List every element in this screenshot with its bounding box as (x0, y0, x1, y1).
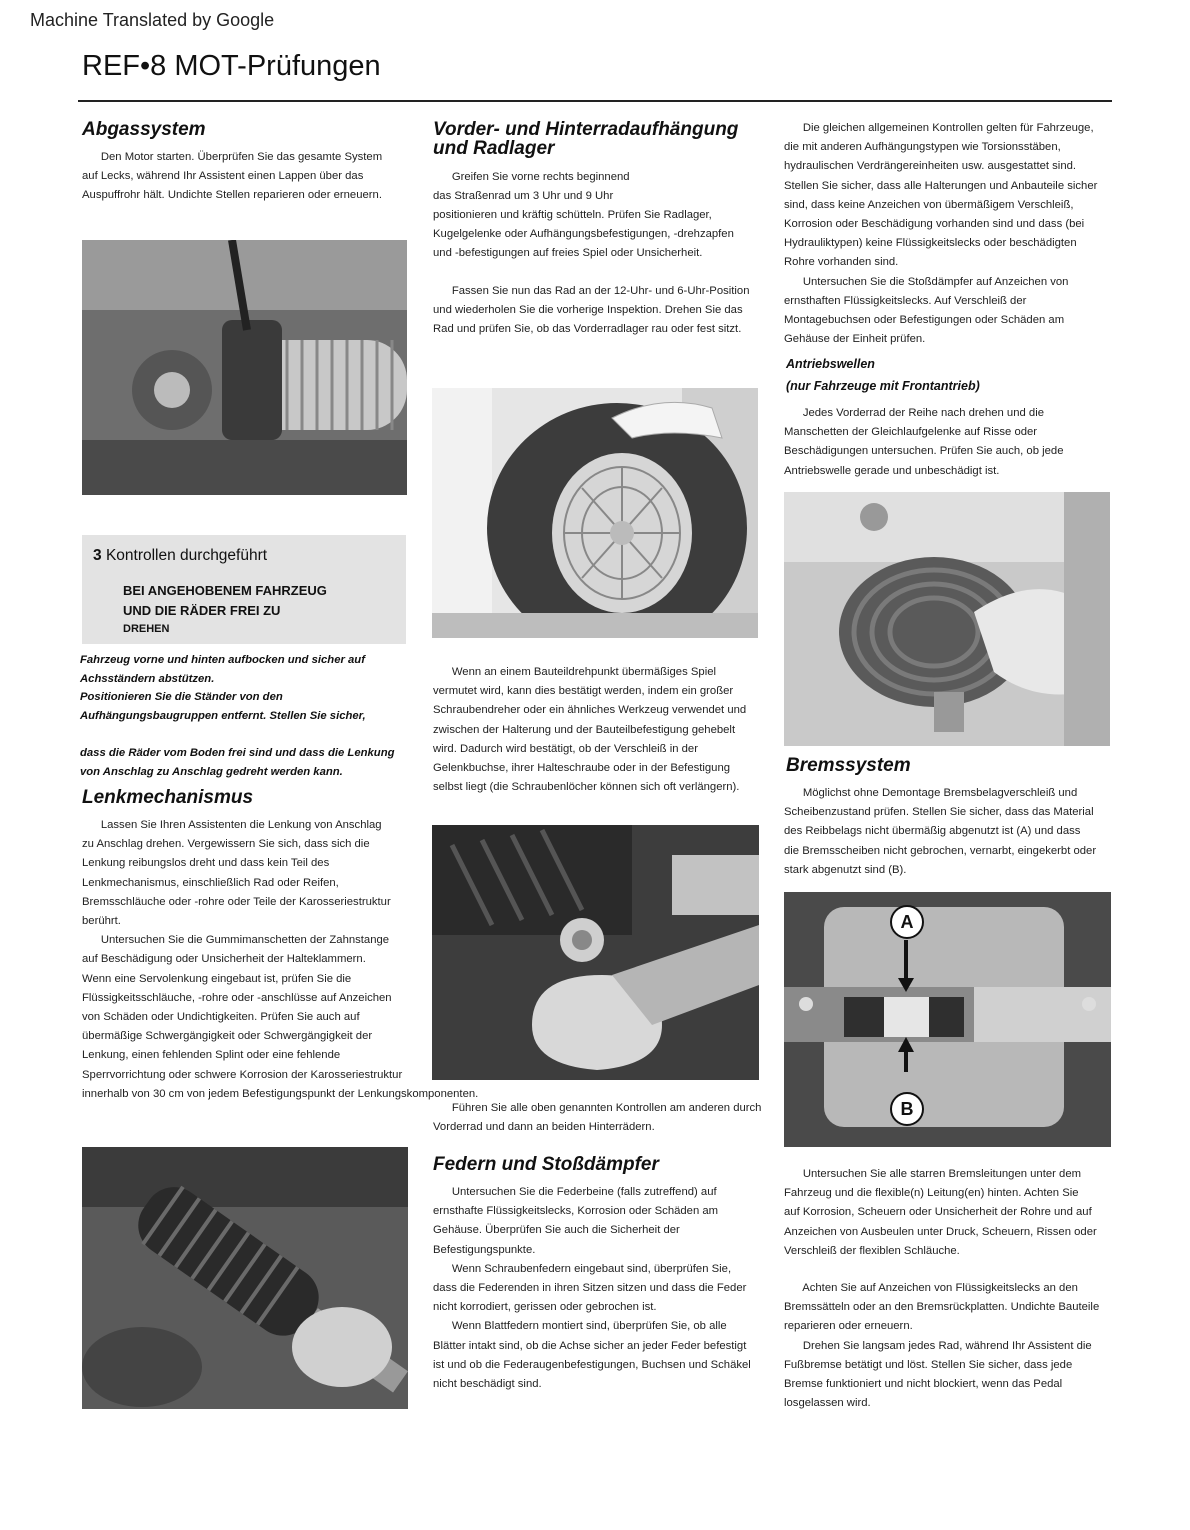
radaufhaengung-text-2: Fassen Sie nun das Rad an der 12-Uhr- und 6-Uhr-Position und wiederholen Sie die vorherige Inspektion. Drehen Sie das Rad und prüfen Sie, ob das Vorderradlager rau oder fest sitzt. (433, 285, 750, 336)
spiel-text: Wenn an einem Bauteildrehpunkt übermäßiges Spiel vermutet wird, kann dies bestätigt werden, indem ein großer Schraubendreher oder ein ähnliches Werkzeug verwendet und zwischen der Halterung und der Bauteilbefestigung gehebelt wird. Dadurch wird bestätigt, ob der Verschleiß in der Gelenkbuchse, ihrer Halteschraube oder in der Befestigung selbst liegt (die Schraubenlöcher können sich oft verlängern). (433, 666, 747, 794)
radaufhaengung-text: positionieren und kräftig schütteln. Prüfen Sie Radlager, Kugelgelenke oder Aufhängungsbefestigungen, -drehzapfen und -befestigungen auf freies Spiel oder Unsicherheit. (433, 209, 734, 260)
box-title: Kontrollen durchgeführt (105, 547, 268, 564)
box-subtitle: BEI ANGEHOBENEM FAHRZEUG UND DIE RÄDER FREI ZU (123, 583, 327, 618)
box-note: Fahrzeug vorne und hinten aufbocken und sicher auf Achsständern abstützen. Positionieren Sie die Ständer von den Aufhängungsbaugruppen entfernt. Stellen Sie sicher, dass die Räder vom Boden frei sind und dass die Lenkung von Anschlag zu Anschlag gedreht werden kann. (80, 654, 395, 778)
exhaust-photo (82, 240, 407, 495)
header-rule (78, 100, 1112, 102)
section-title-abgassystem: Abgassystem (82, 119, 206, 140)
label-b-marker: B (890, 1092, 924, 1126)
kontroll-text: Führen Sie alle oben genannten Kontrollen am anderen durch Vorderrad und dann an beiden Hinterrädern. (433, 1102, 762, 1134)
allgemein-text: Die gleichen allgemeinen Kontrollen gelten für Fahrzeuge, die mit anderen Aufhängungstypen wie Torsionsstäben, hydraulischen Verdrängereinheiten usw. ausgestattet sind. Stellen Sie sicher, dass alle Halterungen und Anbauteile sicher sind, dass keine Anzeichen von übermäßigem Verschleiß, Korrosion oder Beschädigung vorhanden sind und dass (bei Hydrauliktypen) keine Flüssigkeitslecks oder beschädigten Rohre vorhanden sind. Untersuchen Sie die Stoßdämpfer auf Anzeichen von ernsthaften Flüssigkeitslecks. Auf Verschleiß der Montagebuchsen oder Befestigungen oder Schäden am Gehäuse der Einheit prüfen. (784, 122, 1098, 346)
antriebswellen-text: Jedes Vorderrad der Reihe nach drehen und die Manschetten der Gleichlaufgelenke auf Risse oder Beschädigungen untersuchen. Prüfen Sie auch, ob jede Antriebswelle gerade und unbeschädigt ist. (784, 407, 1064, 477)
bremslecks-text: Achten Sie auf Anzeichen von Flüssigkeitslecks an den Bremssätteln oder an den Bremsrückplatten. Undichte Bauteile reparieren oder erneuern. Drehen Sie langsam jedes Rad, während Ihr Assistent die Fußbremse betätigt und löst. Stellen Sie sicher, dass jede Bremse funktioniert und nicht blockiert, wenn das Pedal losgelassen wird. (784, 1282, 1100, 1410)
section-title-radaufhaengung: Vorder- und Hinterradaufhängung und Radlager (433, 119, 739, 159)
box-subtitle-end: DREHEN (123, 623, 170, 635)
bremssystem-text: Möglichst ohne Demontage Bremsbelagverschleiß und Scheibenzustand prüfen. Stellen Sie sicher, dass das Material des Reibbelags nicht übermäßig abgenutzt ist (A) und dass die Bremsscheiben nicht gebrochen, vernarbt, eingekerbt oder stark abgenutzt sind (B). (784, 787, 1097, 876)
box-number: 3 (93, 547, 102, 564)
section-title-antriebswellen: Antriebswellen (nur Fahrzeuge mit Frontantrieb) (786, 357, 980, 393)
bremsleitungen-text: Untersuchen Sie alle starren Bremsleitungen unter dem Fahrzeug und die flexible(n) Leitung(en) hinten. Achten Sie auf Korrosion, Scheuern oder Unsicherheit der Rohre und auf Anzeichen von Ausbeulen unter Druck, Scheuern, Rissen oder Verschleiß der flexiblen Schläuche. (784, 1168, 1097, 1257)
driveshaft-boot-photo (784, 492, 1110, 746)
federn-text: Untersuchen Sie die Federbeine (falls zutreffend) auf ernsthafte Flüssigkeitslecks, Korrosion oder Schäden am Gehäuse. Überprüfen Sie auch die Sicherheit der Befestigungspunkte. Wenn Schraubenfedern eingebaut sind, überprüfen Sie, dass die Federenden in ihren Sitzen sitzen und dass die Feder nicht korrodiert, gerissen oder gebrochen ist. Wenn Blattfedern montiert sind, überprüfen Sie, ob alle Blätter intakt sind, ob die Achse sicher an jeder Feder befestigt ist und ob die Federaugenbefestigungen, Buchsen und Schäkel nicht beschädigt sind. (433, 1186, 751, 1391)
lenkmechanismus-text: Lassen Sie Ihren Assistenten die Lenkung von Anschlag zu Anschlag drehen. Vergewissern Sie sich, dass sich die Lenkung reibungslos dreht und dass kein Teil des Lenkmechanismus, einschließlich Rad oder Reifen, Bremsschläuche oder -rohre oder Teile der Karosseriestruktur berührt. Untersuchen Sie die Gummimanschetten der Zahnstange auf Beschädigung oder Unsicherheit der Halteklammern. Wenn eine Servolenkung eingebaut ist, prüfen Sie die Flüssigkeitsschläuche, -rohre oder -anschlüsse auf Anzeichen von Schäden oder Undichtigkeiten. Prüfen Sie auch auf übermäßige Schwergängigkeit oder Schwergängigkeit der Lenkung, einen fehlenden Splint oder eine fehlende Sperrvorrichtung oder schwere Korrosion der Karosseriestruktur innerhalb von 30 cm von jedem Befestigungspunkt der Lenkungskomponenten. (82, 819, 479, 1100)
abgassystem-text: Den Motor starten. Überprüfen Sie das gesamte System auf Lecks, während Ihr Assistent einen Lappen über das Auspuffrohr hält. Undichte Stellen reparieren oder erneuern. (82, 151, 383, 202)
checks-box (82, 535, 406, 644)
section-title-lenkmechanismus: Lenkmechanismus (82, 787, 254, 808)
label-a-marker: A (890, 905, 924, 939)
section-title-federn: Federn und Stoßdämpfer (433, 1154, 659, 1175)
page-header: REF•8 MOT-Prüfungen (82, 50, 381, 82)
suspension-joint-photo (432, 825, 759, 1080)
wheel-shake-photo (432, 388, 758, 638)
translation-banner: Machine Translated by Google (30, 10, 275, 30)
brake-caliper-photo (784, 892, 1111, 1147)
radaufhaengung-intro: Greifen Sie vorne rechts beginnend das Straßenrad um 3 Uhr und 9 Uhr (433, 171, 630, 203)
steering-rack-photo (82, 1147, 408, 1409)
section-title-bremssystem: Bremssystem (786, 755, 911, 776)
